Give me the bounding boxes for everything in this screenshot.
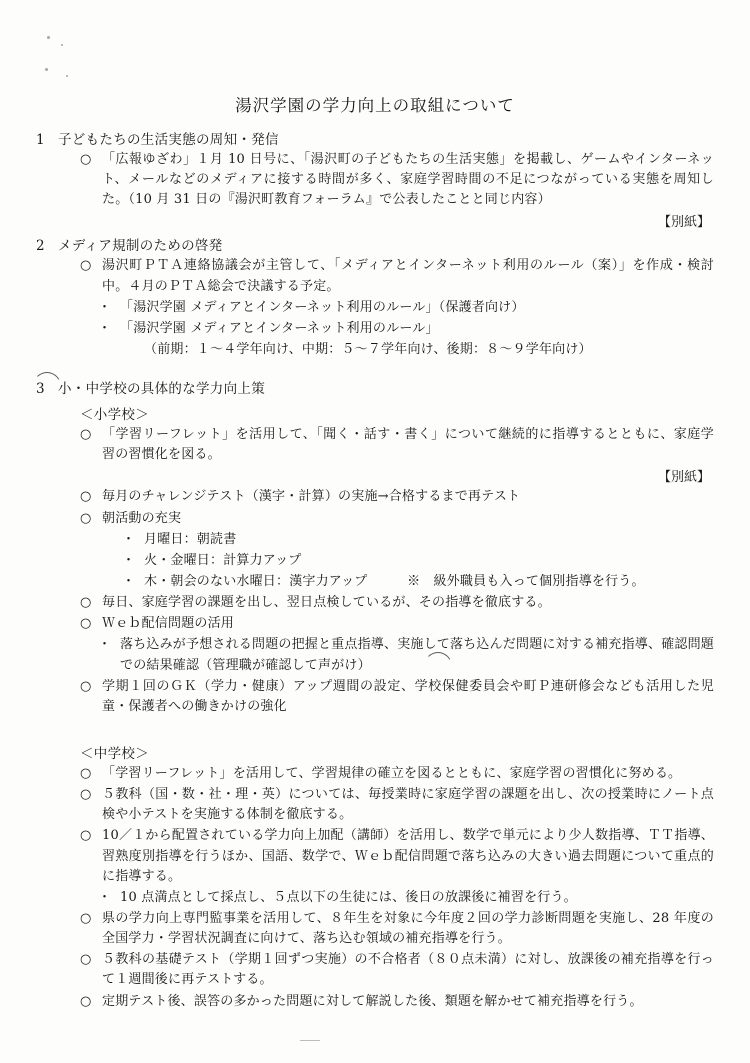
list-item: [80, 425, 714, 465]
list-item-text: 10／１から配置されている学力向上加配（講師）を活用し、数学で単元により少人数指導、ＴＴ指導、習熟度別指導を行うほか、国語、数学で、Ｗｅｂ配信問題で落ち込みの大きい過去問題について重点的に指導する。: [102, 828, 714, 884]
scan-speck-icon: [47, 36, 50, 39]
list-item: [122, 340, 714, 360]
list-item-text: 「湯沢学園 メディアとインターネット利用のルール」: [120, 320, 439, 336]
list-item-text: 火・金曜日：計算力アップ: [144, 552, 302, 568]
section-title: メディア規制のための啓発: [58, 238, 223, 255]
subsection-label-elementary: ＜小学校＞: [80, 407, 149, 424]
page-footer-mark: [300, 1040, 320, 1041]
list-item: [80, 909, 714, 949]
scan-speck-icon: [66, 75, 68, 77]
list-item-text: 「学習リーフレット」を活用して、学習規律の確立を図るとともに、家庭学習の習慣化に努める。: [102, 765, 682, 781]
list-item-text: 定期テスト後、誤答の多かった問題に対して解説した後、類題を解かせて補充指導を行う。: [102, 993, 643, 1009]
list-marker: ・: [98, 637, 112, 653]
list-marker: ○: [80, 678, 92, 694]
list-item-text: 月曜日：朝読書: [144, 531, 237, 547]
list-item-text: Ｗｅｂ配信問題の活用: [102, 616, 235, 632]
section-heading-3: [36, 377, 714, 397]
list-marker: ○: [80, 910, 92, 926]
list-item: [80, 785, 714, 825]
list-item-text: （前期：１～４学年向け、中期：５～７学年向け、後期：８～９学年向け）: [144, 341, 592, 357]
list-item: [80, 487, 714, 507]
list-item-text: 学期１回のＧＫ（学力・健康）アップ週間の設定、学校保健委員会や町Ｐ連研修会なども活用した児童・保護者への働きかけの強化: [102, 678, 714, 714]
list-item-text: 毎月のチャレンジテスト（漢字・計算）の実施→合格するまで再テスト: [102, 489, 521, 505]
list-marker: ○: [80, 952, 92, 968]
page-title: 湯沢学園の学力向上の取組について: [235, 96, 515, 115]
list-item: [80, 593, 714, 613]
list-marker: ○: [80, 616, 92, 632]
list-item-text: 「学習リーフレット」を活用して、「聞く・話す・書く」について継続的に指導するとともに、家庭学習の習慣化を図る。: [102, 427, 714, 463]
document-body: [36, 92, 714, 1013]
section-number: 3: [36, 381, 45, 398]
list-marker: ・: [122, 552, 136, 568]
list-marker: ・: [98, 889, 112, 905]
list-marker: ○: [80, 993, 92, 1009]
list-item-text: ５教科の基礎テスト（学期１回ずつ実施）の不合格者（８０点未満）に対し、放課後の補充指導を行って１週間後に再テストする。: [102, 952, 714, 988]
list-marker: [122, 340, 144, 360]
list-item-text: 10 点満点として採点し、５点以下の生徒には、後日の放課後に補習を行う。: [120, 889, 577, 905]
list-item: [98, 635, 714, 675]
scan-speck-icon: [45, 68, 48, 71]
list-marker: ・: [122, 531, 136, 547]
section-number: 1: [36, 132, 45, 148]
list-item-text: 県の学力向上専門監事業を活用して、８年生を対象に今年度２回の学力診断問題を実施し、28 年度の全国学力・学習状況調査に向けて、落ち込む領域の補充指導を行う。: [102, 910, 714, 947]
list-item: [80, 764, 714, 784]
attachment-note: 【別紙】: [657, 215, 710, 231]
list-item: [80, 614, 714, 634]
list-marker: ○: [80, 765, 92, 781]
list-marker: ○: [80, 787, 92, 803]
list-item: [122, 530, 714, 550]
section-heading-2: [36, 234, 714, 254]
list-item: [122, 551, 714, 571]
list-item: [80, 256, 714, 296]
list-item-text: ５教科（国・数・社・理・英）については、毎授業時に家庭学習の課題を出し、次の授業時にノート点検や小テストを実施する体制を徹底する。: [102, 787, 714, 823]
list-marker: ○: [80, 595, 92, 611]
section-title: 小・中学校の具体的な学力向上策: [58, 381, 265, 398]
list-item-text: 毎日、家庭学習の課題を出し、翌日点検しているが、その指導を徹底する。: [102, 595, 551, 611]
list-item-text: 「湯沢学園 メディアとインターネット利用のルール」（保護者向け）: [120, 299, 525, 315]
list-item: [98, 319, 714, 339]
list-item-text: 木・朝会のない水曜日：漢字力アップ ※ 級外職員も入って個別指導を行う。: [144, 573, 645, 589]
list-item: [80, 826, 714, 886]
list-item-text: 湯沢町ＰＴＡ連絡協議会が主管して、「メディアとインターネット利用のルール（案）」を作成・検討中。４月のＰＴＡ総会で決議する予定。: [102, 258, 714, 294]
list-marker: ○: [80, 828, 92, 844]
section-number: 2: [36, 238, 45, 255]
list-item-text: 「広報ゆざわ」１月 10 日号に、「湯沢町の子どもたちの生活実態」を掲載し、ゲームやインターネット、メールなどのメディアに接する時間が多く、家庭学習時間の不足につながっている実態を周知した。（10 月 31 日の『湯沢町教育フォーラム』で公表したことと同じ内容）: [102, 152, 714, 208]
list-item: [98, 888, 714, 908]
list-marker: ・: [122, 573, 136, 589]
list-item-text: 落ち込みが予想される問題の把握と重点指導、実施して落ち込んだ問題に対する補充指導、確認問題での結果確認（管理職が確認して声がけ）: [120, 637, 715, 673]
list-marker: ○: [80, 427, 92, 443]
list-marker: ○: [80, 152, 92, 167]
list-item-text: 朝活動の充実: [102, 510, 182, 526]
list-marker: ○: [80, 258, 92, 274]
list-marker: ・: [98, 320, 112, 336]
list-item: [80, 950, 714, 990]
list-item: [80, 509, 714, 529]
attachment-note: 【別紙】: [657, 470, 710, 486]
list-item: [80, 992, 714, 1012]
section-title: 子どもたちの生活実態の周知・発信: [58, 132, 279, 148]
list-item: [122, 572, 714, 592]
list-item: [80, 677, 714, 717]
section-heading-1: [36, 128, 714, 148]
list-item: [98, 298, 714, 318]
subsection-label-juniorhigh: ＜中学校＞: [80, 745, 149, 762]
list-marker: ・: [98, 299, 112, 315]
list-marker: ○: [80, 489, 92, 505]
list-item: [80, 150, 714, 210]
scan-speck-icon: [61, 44, 63, 46]
list-marker: ○: [80, 510, 92, 526]
